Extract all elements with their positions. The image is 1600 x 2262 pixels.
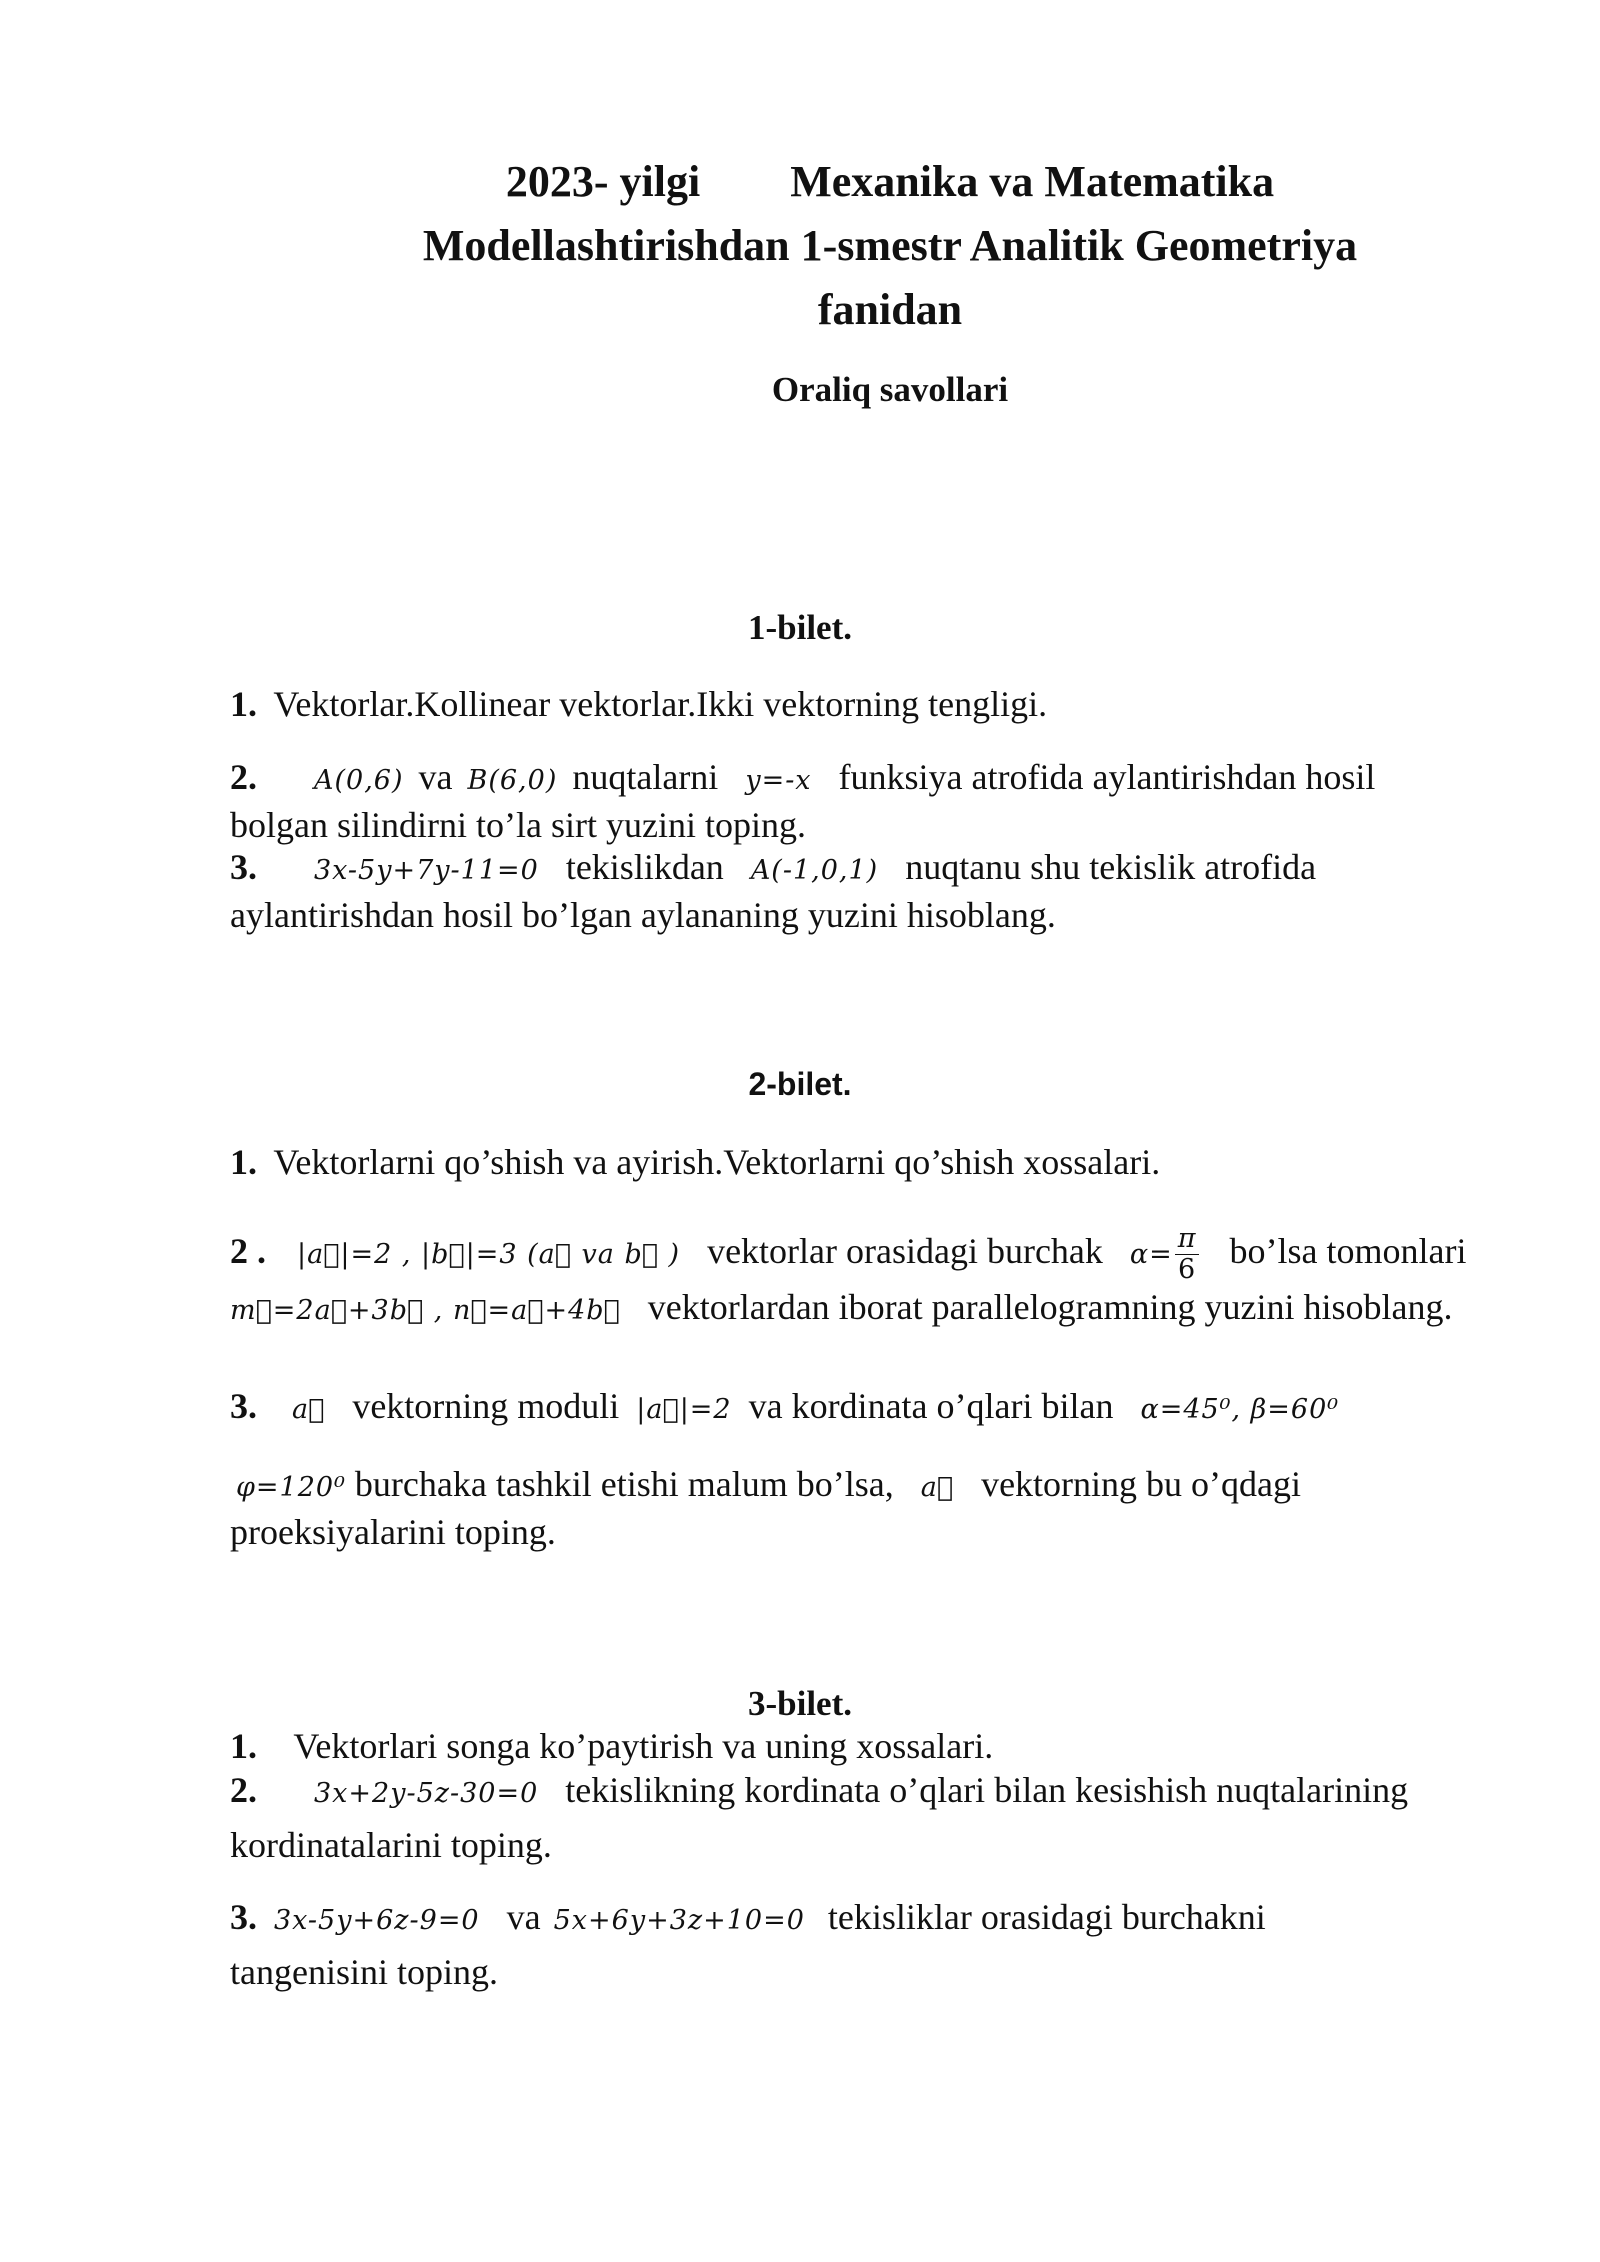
- bilet-3-title: 3-bilet.: [747, 1684, 852, 1723]
- question-text: va: [506, 1897, 541, 1937]
- question-text: proeksiyalarini toping.: [230, 1512, 556, 1552]
- bilet-3-question-3: [230, 1895, 1530, 2001]
- bilet-2-question-2: [230, 1224, 1530, 1333]
- question-text: nuqtanu shu tekislik atrofida: [905, 847, 1317, 887]
- question-text: vektorning bu o’qdagi: [981, 1464, 1302, 1504]
- question-text: kordinatalarini toping.: [230, 1825, 552, 1865]
- question-text: tekislikning kordinata o’qlari bilan kesishish nuqtalarining: [565, 1770, 1409, 1810]
- question-text: vektorning moduli: [352, 1386, 620, 1426]
- formula-plane: 3x+2y-5z-30=0: [314, 1778, 539, 1809]
- bilet-2-question-3-continued: [230, 1462, 1530, 1555]
- question-text: bolgan silindirni to’la sirt yuzini toping.: [230, 805, 806, 845]
- formula-point-a: A(0,6): [314, 765, 404, 796]
- fraction-numerator: π: [1175, 1224, 1199, 1255]
- question-text: vektorlardan iborat parallelogramning yuzini hisoblang.: [647, 1287, 1453, 1327]
- formula-plane-2: 5x+6y+3z+10=0: [553, 1905, 805, 1936]
- formula-angles: α=45⁰, β=60⁰: [1140, 1394, 1340, 1425]
- question-text: bo’lsa tomonlari: [1229, 1230, 1467, 1271]
- formula-vector-a: a⃗: [292, 1394, 326, 1425]
- question-text: Vektorlar.Kollinear vektorlar.Ikki vektorning tengligi.: [273, 684, 1048, 724]
- question-text: burchaka tashkil etishi malum bo’lsa,: [354, 1464, 894, 1504]
- question-text: nuqtalarni: [572, 757, 719, 797]
- question-number: 1.: [230, 1142, 257, 1182]
- formula-phi: φ=120⁰: [236, 1472, 346, 1503]
- question-number: 2.: [230, 757, 257, 797]
- question-number: 1.: [230, 1726, 257, 1766]
- question-number: 2.: [230, 1770, 257, 1810]
- formula-modulus: |a⃗|=2: [636, 1394, 732, 1425]
- bilet-2-title: 2-bilet.: [748, 1066, 852, 1102]
- document-title: [300, 150, 1480, 342]
- question-text: vektorlar orasidagi burchak: [707, 1230, 1103, 1271]
- question-text: va kordinata o’qlari bilan: [748, 1386, 1114, 1426]
- fraction-denominator: 6: [1178, 1254, 1196, 1285]
- bilet-3-question-2: [230, 1768, 1530, 1874]
- formula-point: A(-1,0,1): [750, 855, 879, 886]
- title-line-1: [300, 150, 1480, 214]
- title-faculty: Mexanika va Matematika: [790, 157, 1275, 206]
- question-text: tangenisini toping.: [230, 1952, 498, 1992]
- bilet-3-question-1: [230, 1724, 1530, 1769]
- document-subtitle: Oraliq savollari: [771, 370, 1009, 409]
- formula-plane: 3x-5y+7y-11=0: [314, 855, 539, 886]
- bilet-1-question-2: [230, 755, 1530, 848]
- question-number: 3.: [230, 1386, 257, 1426]
- title-line-3: fanidan: [817, 285, 963, 334]
- question-text: Vektorlari songa ko’paytirish va uning xossalari.: [293, 1726, 994, 1766]
- question-number: 3.: [230, 847, 257, 887]
- title-line-2: Modellashtirishdan 1-smestr Analitik Geometriya: [422, 221, 1358, 270]
- title-year: 2023- yilgi: [505, 157, 701, 206]
- question-text: Vektorlarni qo’shish va ayirish.Vektorlarni qo’shish xossalari.: [273, 1142, 1161, 1182]
- question-number: 1.: [230, 684, 257, 724]
- question-number: 3.: [230, 1897, 257, 1937]
- question-text: aylantirishdan hosil bo’lgan aylananing yuzini hisoblang.: [230, 895, 1056, 935]
- question-text: funksiya atrofida aylantirishdan hosil: [838, 757, 1376, 797]
- question-text: va: [418, 757, 453, 797]
- question-number: 2 .: [230, 1230, 266, 1271]
- bilet-1-question-3: [230, 845, 1530, 938]
- formula-plane-1: 3x-5y+6z-9=0: [274, 1905, 480, 1936]
- question-text: tekisliklar orasidagi burchakni: [827, 1897, 1266, 1937]
- bilet-1-title: 1-bilet.: [747, 608, 852, 647]
- formula-vector-a: a⃗: [920, 1472, 955, 1503]
- formula-vectors: m⃗=2a⃗+3b⃗ , n⃗=a⃗+4b⃗: [230, 1295, 621, 1326]
- formula-function: y=-x: [745, 765, 812, 796]
- question-text: tekislikdan: [565, 847, 724, 887]
- bilet-2-question-3: [230, 1384, 1530, 1432]
- formula-condition: |a⃗|=2 , |b⃗|=3 (a⃗ va b⃗ ): [297, 1238, 681, 1270]
- bilet-1-question-1: [230, 682, 1530, 727]
- formula-point-b: B(6,0): [467, 765, 558, 796]
- formula-alpha: α=: [1129, 1238, 1173, 1270]
- bilet-2-question-1: [230, 1140, 1530, 1185]
- fraction-pi-over-6: [1175, 1224, 1199, 1285]
